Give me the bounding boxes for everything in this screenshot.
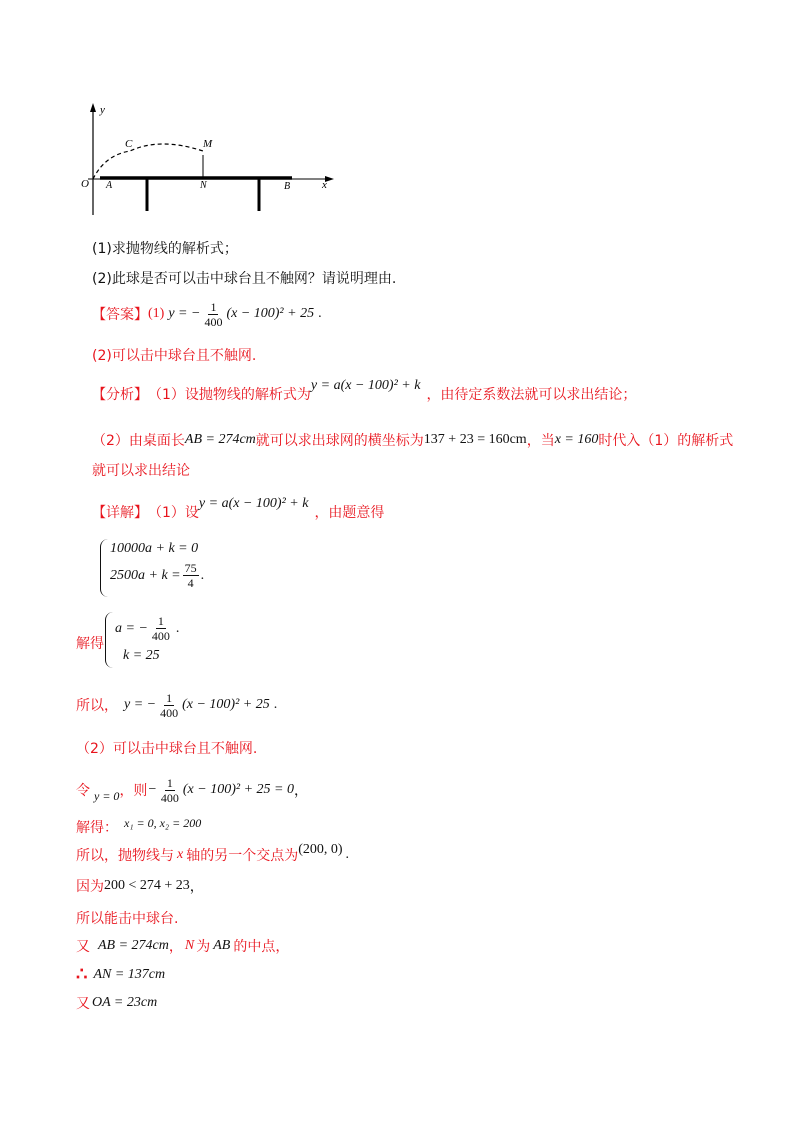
let-end: ， — [293, 783, 308, 799]
analysis-tag: 【分析】 — [92, 387, 148, 403]
so-frac-num: 1 — [166, 690, 173, 705]
oa-eq: OA = 23cm — [92, 995, 158, 1010]
let-eq: y = 0 — [94, 788, 120, 803]
so-eq-a: y = − — [124, 697, 157, 712]
intersection-line — [76, 842, 350, 865]
analysis-line-3: 就可以求出结论 — [92, 463, 190, 479]
sys2-frac-den: 400 — [151, 629, 170, 643]
label-c: C — [125, 138, 133, 150]
int-x: x — [177, 847, 184, 862]
an-eq: AN = 137cm — [93, 966, 166, 982]
so-fraction — [158, 691, 180, 720]
brace-2 — [105, 612, 114, 668]
sys2-row-1 — [115, 614, 179, 643]
since-eq: 200 < 274 + 23 — [104, 878, 190, 893]
int-end: . — [345, 847, 350, 862]
analysis-s2-a: （2）由桌面长 — [92, 433, 185, 449]
again-n: N — [184, 938, 195, 953]
ball-trajectory — [93, 144, 203, 179]
answer-frac-den: 400 — [204, 314, 223, 329]
int-eq: (200, 0) — [298, 842, 343, 857]
analysis-s2-b: 就可以求出球网的横坐标为 — [255, 433, 424, 449]
question-1: (1)求抛物线的解析式； — [92, 241, 238, 257]
equation-system-2 — [105, 612, 225, 668]
oa-line — [76, 993, 157, 1013]
detail-part-2: （2）可以击中球台且不触网. — [76, 741, 258, 757]
y-axis-arrow — [90, 103, 96, 112]
label-n: N — [200, 180, 207, 191]
sys2-frac-num: 1 — [157, 614, 164, 628]
analysis-s2-eq3: x = 160 — [554, 432, 599, 447]
so-frac-den: 400 — [160, 705, 179, 720]
solutions-line — [76, 817, 201, 837]
again-b: ， — [168, 939, 183, 955]
answer-fraction — [202, 300, 224, 329]
equation-system-1 — [100, 539, 300, 597]
since-a: 因为 — [76, 879, 104, 895]
analysis-s2-c: ，当 — [526, 433, 555, 449]
sys1-fraction — [183, 561, 199, 590]
parabola-figure — [70, 95, 340, 225]
sys1-r2-a: 2500a + k = — [110, 567, 181, 583]
let-c: − — [147, 782, 157, 797]
analysis-line-1 — [92, 378, 637, 404]
let-a: 令 — [76, 783, 90, 799]
answer-end: . — [318, 306, 322, 321]
let-fraction — [159, 776, 181, 805]
label-a: A — [106, 180, 113, 191]
solutions-eq: x₁ = 0, x₂ = 200 — [124, 815, 202, 830]
hit-line: 所以能击中球台. — [76, 911, 179, 927]
detail-l1-a: （1）设 — [148, 505, 199, 521]
therefore-line — [76, 964, 165, 985]
analysis-s1-eq: y = a(x − 100)² + k — [310, 378, 421, 393]
question-2: (2)此球是否可以击中球台且不触网？请说明理由. — [92, 271, 397, 287]
label-b: B — [284, 181, 291, 192]
since-end: ， — [189, 879, 204, 895]
label-m: M — [203, 138, 213, 150]
oa-a: 又 — [76, 996, 90, 1012]
int-b: 轴的另一个交点为 — [186, 848, 299, 864]
analysis-s1-a: （1）设抛物线的解析式为 — [148, 387, 311, 403]
so-label: 所以， — [76, 698, 118, 714]
answer-eq-b: (x − 100)² + 25 — [226, 306, 315, 321]
so-end: . — [273, 697, 278, 712]
solve-label: 解得 — [76, 636, 104, 652]
analysis-s2-eq2: 137 + 23 = 160cm — [423, 432, 527, 447]
label-o: O — [81, 178, 89, 190]
again-line — [76, 936, 289, 956]
solutions-label: 解得： — [76, 820, 118, 836]
answer-tag: 【答案】 — [92, 307, 148, 323]
brace-1 — [100, 539, 109, 597]
sys2-row-2: k = 25 — [123, 648, 160, 663]
analysis-s2-eq1: AB = 274cm — [184, 432, 256, 447]
answer-frac-num: 1 — [210, 299, 217, 314]
again-a: 又 — [76, 939, 90, 955]
detail-line-1 — [92, 496, 385, 522]
sys2-end: . — [175, 620, 180, 636]
int-a: 所以，抛物线与 — [76, 848, 174, 864]
analysis-s2-d: 时代入（1）的解析式 — [598, 433, 734, 449]
sys2-fraction — [150, 614, 172, 643]
let-b: ，则 — [119, 783, 148, 799]
label-x: x — [322, 179, 327, 191]
sys1-frac-den: 4 — [187, 576, 194, 590]
sys1-row-2 — [110, 561, 204, 590]
sys2-r1-a: a = − — [115, 620, 148, 636]
sys1-row-1: 10000a + k = 0 — [110, 541, 199, 556]
let-line — [76, 772, 308, 808]
sys1-end: . — [200, 567, 205, 583]
label-y: y — [100, 104, 105, 116]
again-d: 的中点， — [233, 939, 290, 955]
answer-line-2: (2)可以击中球台且不触网. — [92, 348, 257, 364]
detail-l1-eq: y = a(x − 100)² + k — [198, 496, 309, 511]
answer-eq-a: y = − — [168, 306, 201, 321]
so-line — [76, 688, 277, 722]
analysis-s1-b: ，由待定系数法就可以求出结论； — [426, 387, 637, 403]
let-frac-num: 1 — [166, 775, 173, 790]
therefore-symbol: ∴ — [76, 964, 88, 984]
analysis-line-2 — [92, 430, 733, 450]
let-d: (x − 100)² + 25 = 0 — [182, 782, 294, 797]
detail-tag: 【详解】 — [92, 505, 148, 521]
since-line — [76, 876, 204, 896]
again-c: 为 — [196, 939, 211, 955]
again-ab: AB — [213, 938, 231, 953]
again-eq: AB = 274cm — [98, 938, 169, 953]
so-eq-b: (x − 100)² + 25 — [182, 697, 270, 712]
detail-l1-b: ，由题意得 — [314, 505, 385, 521]
answer-line-1 — [92, 297, 322, 331]
answer-part1-prefix: (1) — [148, 306, 165, 321]
let-frac-den: 400 — [160, 790, 179, 805]
sys1-frac-num: 75 — [184, 561, 197, 575]
